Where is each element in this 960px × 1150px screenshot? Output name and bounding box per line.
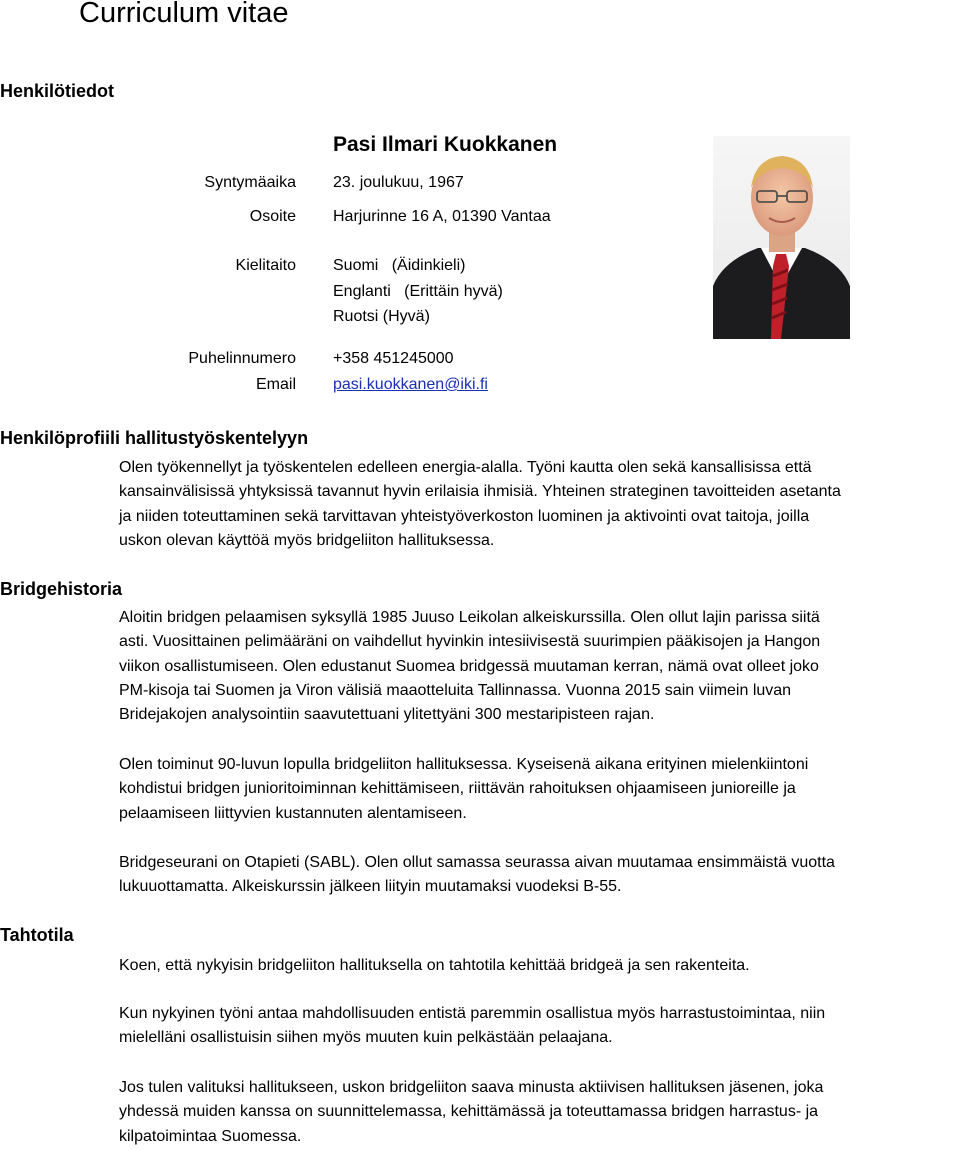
text-line: Kun nykyinen työni antaa mahdollisuuden entistä paremmin osallistua myös harrastustoimintaa, niin (119, 1005, 826, 1022)
language-item: Suomi (Äidinkieli) (333, 257, 466, 274)
bridge-paragraph-3 (119, 851, 960, 900)
phone-value: +358 451245000 (333, 350, 454, 367)
profile-paragraph (119, 456, 960, 553)
text-line: kohdistui bridgen junioritoiminnan kehittämiseen, riittävän rahoituksen ohjaamiseen junioreille ja (119, 780, 796, 798)
text-line: yhdessä muiden kanssa on suunnittelemassa, kehittämässä ja toteuttamassa bridgen harrastus- ja (119, 1103, 819, 1121)
text-line: PM-kisoja tai Suomen ja Viron välisiä maaotteluita Tallinnassa. Vuonna 2015 sain viimein luvan (119, 681, 792, 699)
text-line: asti. Vuosittainen pelimääräni on vaihdellut hyvinkin intesiivisestä suurimpien pääkisojen ja Hangon (119, 633, 821, 651)
address-value: Harjurinne 16 A, 01390 Vantaa (333, 208, 551, 225)
text-line: lukuuottamatta. Alkeiskurssin jälkeen liityin muutamaksi vuodeksi B-55. (119, 878, 622, 896)
text-line: Olen työkennellyt ja työskentelen edelleen energia-alalla. Työni kautta olen sekä kansallisissa että (119, 459, 812, 476)
section-heading-personal: Henkilötiedot (0, 81, 115, 101)
phone-label: Puhelinnumero (188, 350, 296, 367)
text-line: ja niiden toteuttaminen sekä tarvittavan yhteistyöverkoston luominen ja aktivointi ovat taitoja, joilla (119, 507, 810, 525)
language-item: Ruotsi (Hyvä) (333, 308, 430, 325)
languages-label: Kielitaito (235, 257, 296, 274)
text-line: pelaamiseen liittyvien kustannuten alentamiseen. (119, 804, 467, 822)
goal-paragraph-2 (119, 1002, 960, 1051)
email-link[interactable]: pasi.kuokkanen@iki.fi (333, 376, 488, 393)
section-heading-profile: Henkilöprofiili hallitustyöskentelyyn (0, 428, 309, 448)
page-title: Curriculum vitae (79, 0, 289, 29)
text-line: viikon osallistumiseen. Olen edustanut Suomea bridgessä muutaman kerran, nämä ovat olleet joko (119, 657, 819, 675)
birth-label: Syntymäaika (204, 174, 296, 191)
portrait-photo (713, 136, 850, 339)
goal-paragraph-3 (119, 1076, 960, 1149)
section-heading-bridge: Bridgehistoria (0, 579, 123, 599)
bridge-paragraph-2 (119, 753, 960, 826)
language-item: Englanti (Erittäin hyvä) (333, 283, 503, 300)
text-line: Koen, että nykyisin bridgeliiton hallituksella on tahtotila kehittää bridgeä ja sen rakenteita. (119, 957, 750, 974)
goal-paragraph-1 (119, 954, 960, 978)
person-name: Pasi Ilmari Kuokkanen (333, 133, 558, 156)
portrait-image (713, 136, 850, 339)
text-line: Olen toiminut 90-luvun lopulla bridgeliiton hallituksessa. Kyseisenä aikana erityinen mielenkiintoni (119, 756, 809, 773)
email-label: Email (255, 376, 296, 393)
text-line: uskon olevan käyttöä myös bridgeliiton hallituksessa. (119, 531, 495, 549)
section-heading-goal: Tahtotila (0, 925, 74, 945)
address-label: Osoite (249, 208, 296, 225)
text-line: Bridgeseurani on Otapieti (SABL). Olen ollut samassa seurassa aivan muutamaa ensimmäistä vuotta (119, 854, 835, 871)
text-line: Aloitin bridgen pelaamisen syksyllä 1985 Juuso Leikolan alkeiskurssilla. Olen ollut lajin parissa siitä (119, 609, 820, 626)
text-line: mielelläni osallistuisin siihen myös muuten kuin pelkästään pelaajana. (119, 1029, 613, 1047)
bridge-paragraph-1 (119, 606, 960, 727)
text-line: kansainvälisissä yhtyksissä tavannut hyvin erilaisia ihmisiä. Yhteinen strateginen tavoitteiden asetanta (119, 483, 841, 501)
text-line: Bridejakojen analysointiin saavutettuani ylitettyäni 300 mestaripisteen rajan. (119, 706, 655, 724)
text-line: kilpatoimintaa Suomessa. (119, 1127, 302, 1145)
text-line: Jos tulen valituksi hallitukseen, uskon bridgeliiton saava minusta aktiivisen hallituksen jäsenen, joka (119, 1079, 824, 1096)
birth-value: 23. joulukuu, 1967 (333, 174, 464, 191)
